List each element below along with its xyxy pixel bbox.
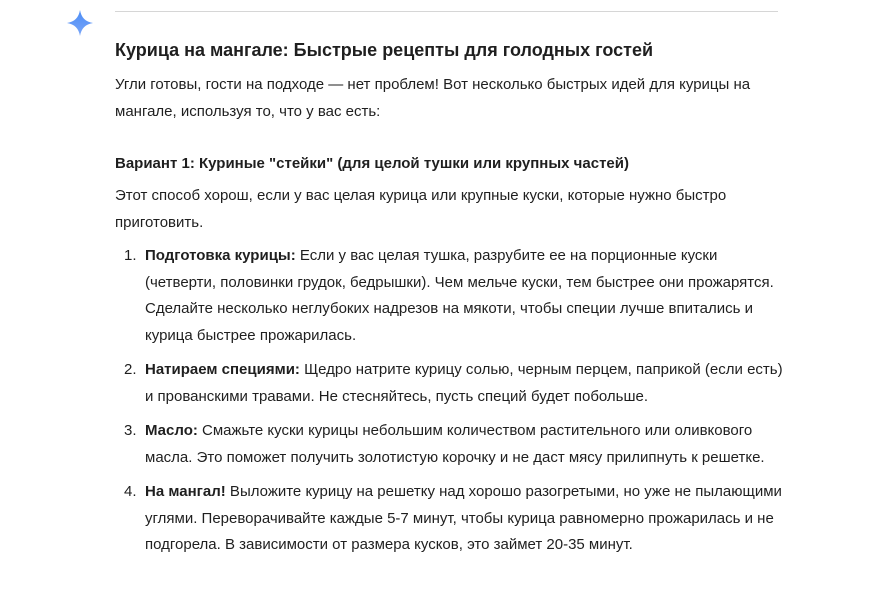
list-item bbox=[115, 357, 785, 410]
step-number: 2. bbox=[124, 361, 137, 378]
step-label: Натираем специями: bbox=[145, 361, 300, 378]
list-item bbox=[115, 479, 785, 559]
step-number: 4. bbox=[124, 483, 137, 500]
list-item bbox=[115, 243, 785, 349]
response-intro: Угли готовы, гости на подходе — нет проблем! Вот несколько быстрых идей для курицы на мангале, используя то, что у вас есть: bbox=[115, 76, 751, 120]
gemini-spark-icon bbox=[66, 9, 94, 37]
list-item bbox=[115, 418, 785, 471]
step-label: Подготовка курицы: bbox=[145, 247, 296, 264]
message-divider bbox=[115, 11, 778, 12]
response-title: Курица на мангале: Быстрые рецепты для голодных гостей bbox=[115, 40, 654, 60]
variant-description: Этот способ хорош, если у вас целая курица или крупные куски, которые нужно быстро приготовить. bbox=[115, 187, 727, 231]
step-number: 3. bbox=[124, 422, 137, 439]
step-text: Если у вас целая тушка, разрубите ее на порционные куски (четверти, половинки грудок, бедрышки). Чем мельче куски, тем быстрее они прожарятся. Сделайте несколько неглубоких надрезов на мякоти, чтобы специи лучше впитались и курица быстрее прожарилась. bbox=[145, 247, 774, 344]
step-number: 1. bbox=[124, 247, 137, 264]
step-label: Масло: bbox=[145, 422, 198, 439]
step-label: На мангал! bbox=[145, 483, 226, 500]
recipe-steps-list bbox=[115, 243, 785, 559]
step-text: Щедро натрите курицу солью, черным перцем, паприкой (если есть) и прованскими травами. Не стесняйтесь, пусть специй будет побольше. bbox=[145, 361, 783, 405]
assistant-response bbox=[115, 36, 785, 567]
step-text: Выложите курицу на решетку над хорошо разогретыми, но уже не пылающими углями. Переворачивайте каждые 5-7 минут, чтобы курица равномерно прожарилась и не подгорела. В зависимости от размера кусков, это займет 20-35 минут. bbox=[145, 483, 782, 553]
variant-heading: Вариант 1: Куриные "стейки" (для целой тушки или крупных частей) bbox=[115, 155, 629, 172]
step-text: Смажьте куски курицы небольшим количеством растительного или оливкового масла. Это поможет получить золотистую корочку и не даст мясу прилипнуть к решетке. bbox=[145, 422, 765, 466]
